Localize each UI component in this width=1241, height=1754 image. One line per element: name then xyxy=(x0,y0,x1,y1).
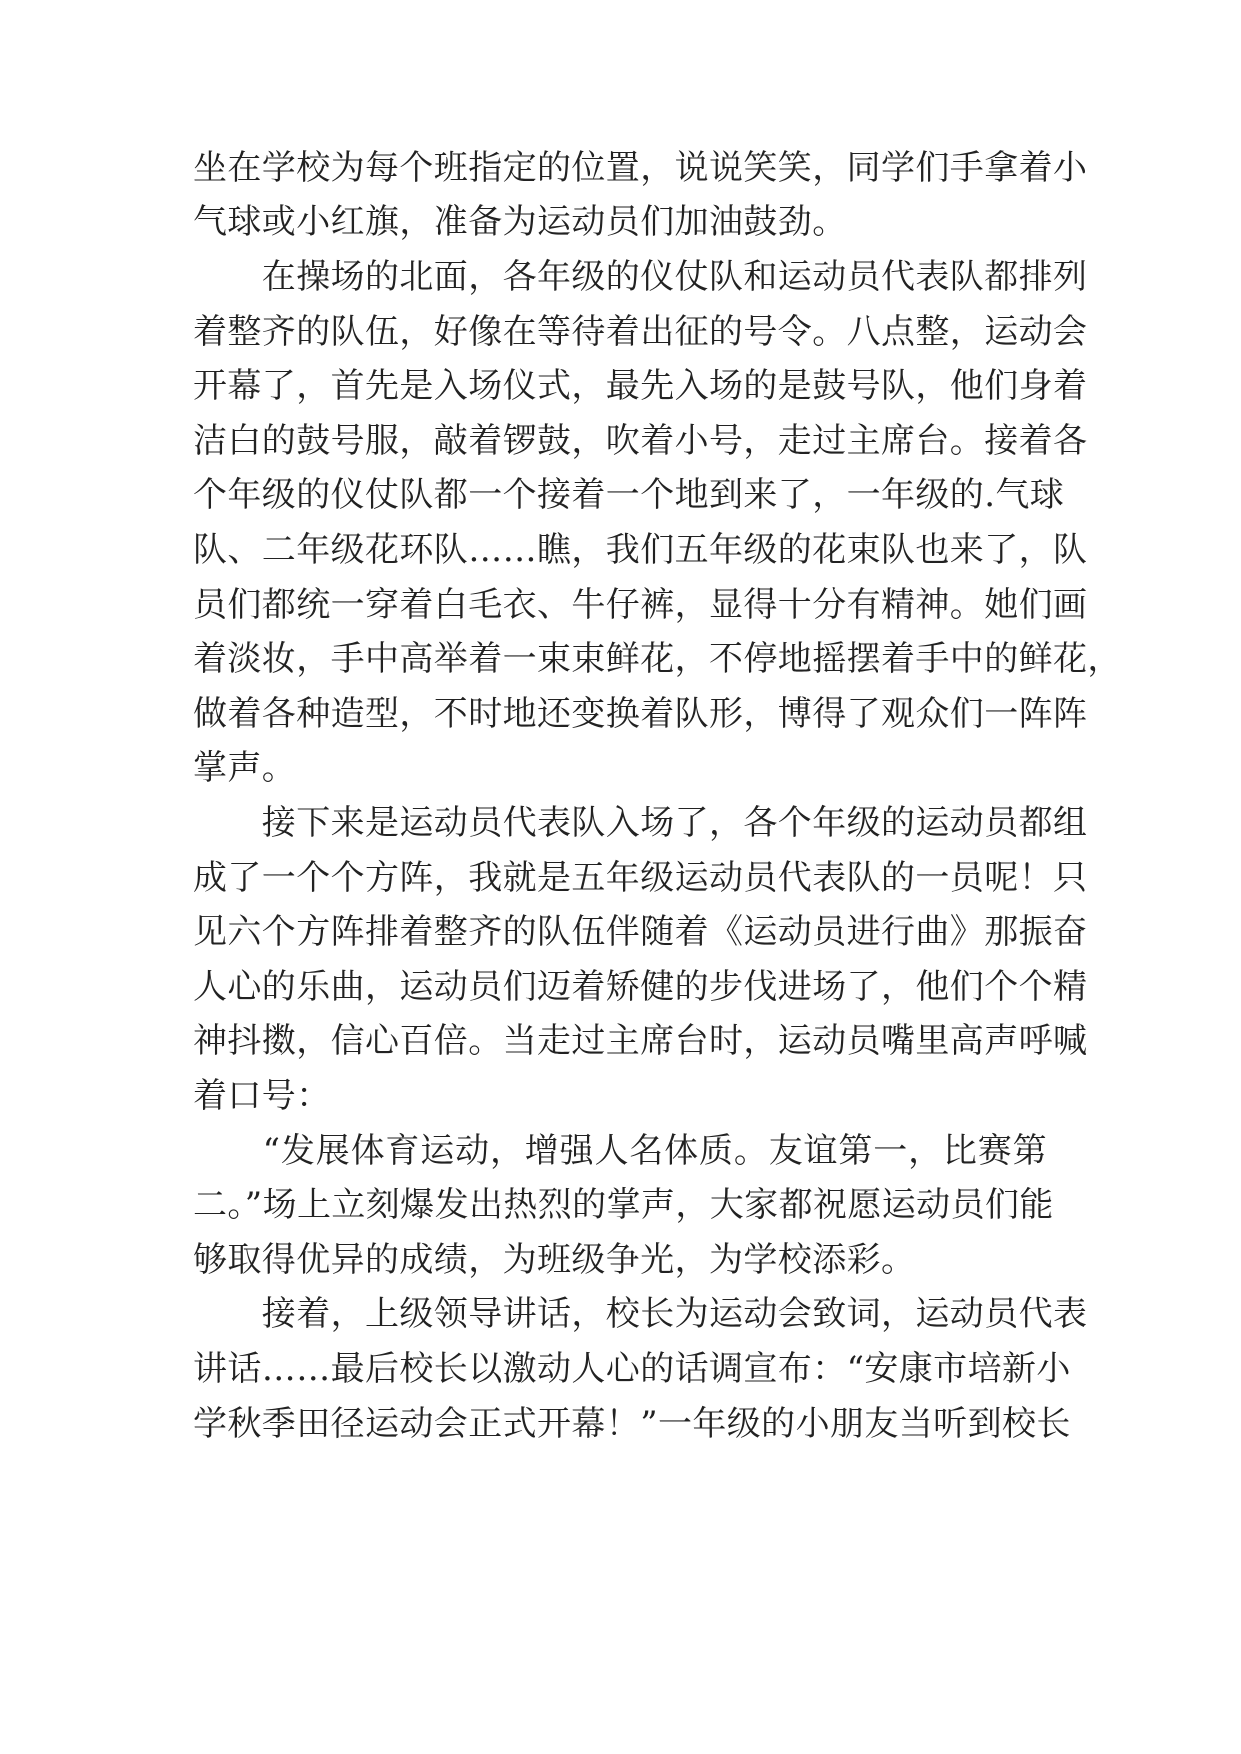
text-line: 洁白的鼓号服，敲着锣鼓，吹着小号，走过主席台。接着各 xyxy=(193,421,1088,461)
text-line: 在操场的北面，各年级的仪仗队和运动员代表队都排列 xyxy=(193,257,1088,297)
text-line: 做着各种造型，不时地还变换着队形，博得了观众们一阵阵 xyxy=(193,694,1088,734)
text-line: 着整齐的队伍，好像在等待着出征的号令。八点整，运动会 xyxy=(193,312,1088,352)
text-line: 成了一个个方阵，我就是五年级运动员代表队的一员呢！只 xyxy=(193,858,1088,898)
text-line: 人心的乐曲，运动员们迈着矫健的步伐进场了，他们个个精 xyxy=(193,967,1088,1007)
text-line: 二。”场上立刻爆发出热烈的掌声，大家都祝愿运动员们能 xyxy=(193,1185,1054,1225)
text-line: 够取得优异的成绩，为班级争光，为学校添彩。 xyxy=(193,1240,916,1280)
text-line: 见六个方阵排着整齐的队伍伴随着《运动员进行曲》那振奋 xyxy=(193,912,1088,952)
text-line: 坐在学校为每个班指定的位置，说说笑笑，同学们手拿着小 xyxy=(193,148,1088,188)
text-line: 个年级的仪仗队都一个接着一个地到来了，一年级的.气球 xyxy=(193,475,1065,515)
text-line: 讲话……最后校长以激动人心的话调宣布：“安康市培新小 xyxy=(193,1349,1071,1389)
text-line: 神抖擞，信心百倍。当走过主席台时，运动员嘴里高声呼喊 xyxy=(193,1021,1088,1061)
text-line: 着口号： xyxy=(193,1076,331,1116)
text-line: 接着，上级领导讲话，校长为运动会致词，运动员代表 xyxy=(193,1294,1088,1334)
text-line: 掌声。 xyxy=(193,748,297,788)
text-line: 学秋季田径运动会正式开幕！”一年级的小朋友当听到校长 xyxy=(193,1404,1071,1444)
text-line: 开幕了，首先是入场仪式，最先入场的是鼓号队，他们身着 xyxy=(193,366,1088,406)
text-line: 队、二年级花环队……瞧，我们五年级的花束队也来了，队 xyxy=(193,530,1088,570)
text-line: “发展体育运动，增强人名体质。友谊第一，比赛第 xyxy=(193,1131,1047,1171)
text-line: 着淡妆，手中高举着一束束鲜花，不停地摇摆着手中的鲜花， xyxy=(193,639,1122,679)
text-line: 员们都统一穿着白毛衣、牛仔裤，显得十分有精神。她们画 xyxy=(193,585,1088,625)
text-line: 接下来是运动员代表队入场了，各个年级的运动员都组 xyxy=(193,803,1088,843)
text-line: 气球或小红旗，准备为运动员们加油鼓劲。 xyxy=(193,202,847,242)
